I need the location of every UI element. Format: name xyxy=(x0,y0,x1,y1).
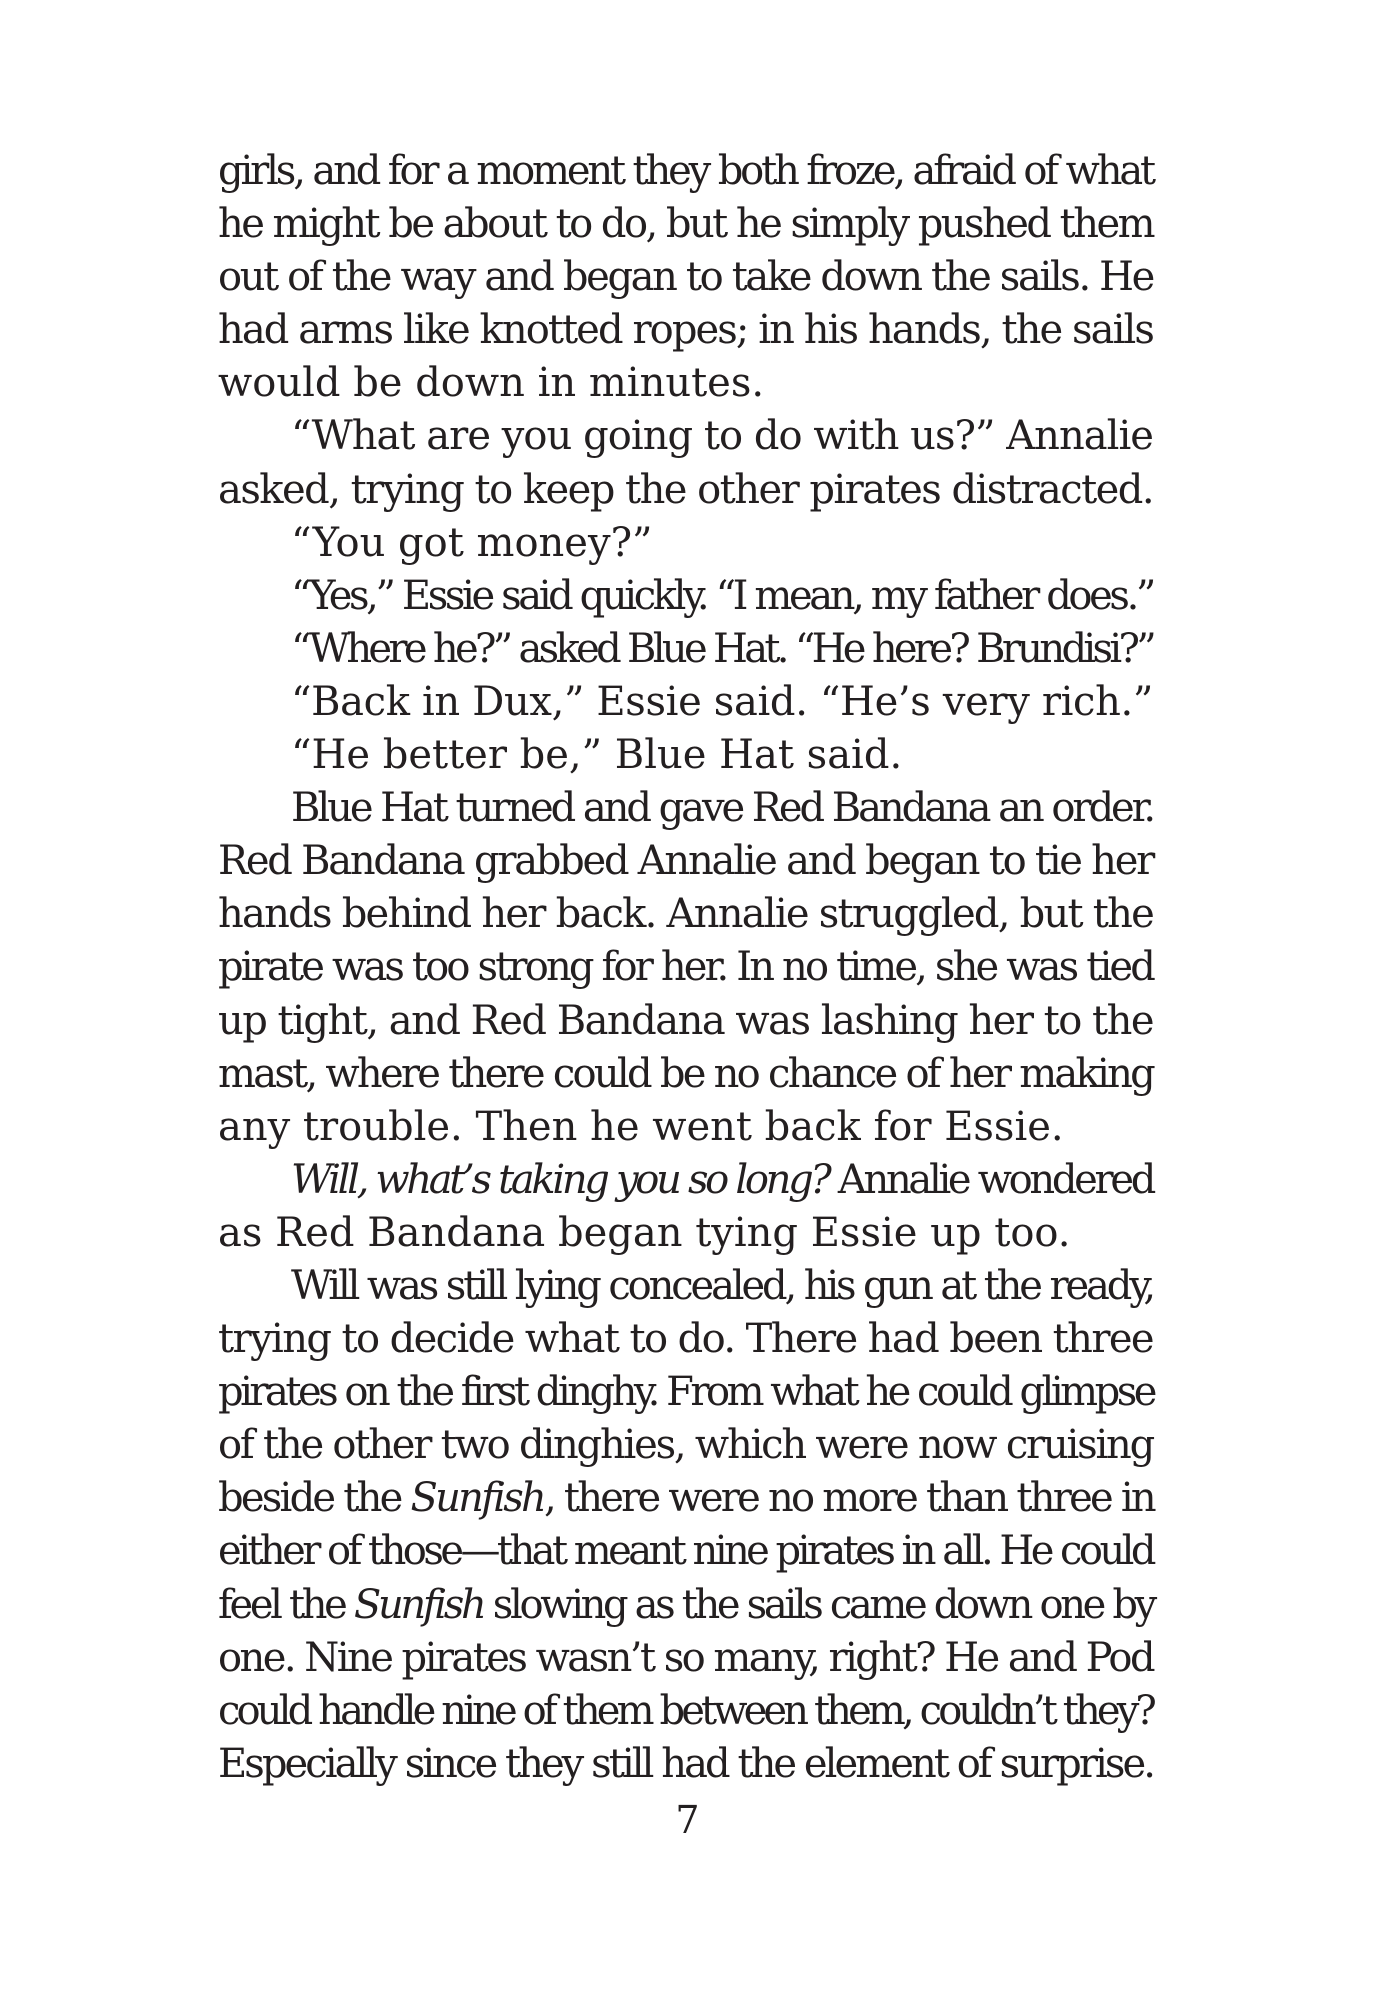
line-text: of the other two dinghies, which were now cruising xyxy=(218,1422,1154,1469)
line-text: “You got money?” xyxy=(291,519,653,566)
line-text: out of the way and began to take down the sails. He xyxy=(218,254,1153,301)
text-line xyxy=(218,782,1153,835)
text-line xyxy=(218,623,1153,676)
line-text: had arms like knotted ropes; in his hands, the sails xyxy=(218,307,1153,354)
text-line xyxy=(218,1419,1153,1472)
line-text: Blue Hat turned and gave Red Bandana an order. xyxy=(291,785,1154,832)
text-line xyxy=(218,198,1153,251)
text-line xyxy=(218,410,1153,463)
italic-text: Sunfish xyxy=(410,1475,544,1522)
body-text xyxy=(218,145,1153,1791)
text-line xyxy=(218,888,1153,941)
line-text: beside the xyxy=(218,1475,411,1522)
line-text: hands behind her back. Annalie struggled, but the xyxy=(218,891,1154,938)
text-line xyxy=(218,1101,1153,1154)
line-text: as Red Bandana began tying Essie up too. xyxy=(218,1209,1071,1256)
text-line xyxy=(218,941,1153,994)
line-text: Red Bandana grabbed Annalie and began to tie her xyxy=(218,838,1154,885)
line-text: would be down in minutes. xyxy=(218,360,765,407)
text-line xyxy=(218,1048,1153,1101)
line-text: asked, trying to keep the other pirates distracted. xyxy=(218,466,1154,513)
text-line xyxy=(218,1260,1153,1313)
italic-text: Sunfish xyxy=(353,1581,484,1628)
text-line xyxy=(218,1313,1153,1366)
text-line xyxy=(218,1207,1153,1260)
line-text: pirates on the first dinghy. From what he could glimpse xyxy=(218,1369,1154,1416)
line-text: “Where he?” asked Blue Hat. “He here? Brundisi?” xyxy=(291,625,1154,672)
line-text: Annalie wondered xyxy=(828,1156,1154,1203)
line-text: “Back in Dux,” Essie said. “He’s very rich.” xyxy=(291,678,1153,725)
line-text: slowing as the sails came down one by xyxy=(483,1581,1154,1628)
text-line xyxy=(218,357,1153,410)
text-line xyxy=(218,995,1153,1048)
line-text: one. Nine pirates wasn’t so many, right? He and Pod xyxy=(218,1634,1154,1681)
line-text: “Yes,” Essie said quickly. “I mean, my father does.” xyxy=(291,572,1153,619)
text-line xyxy=(218,570,1153,623)
text-line xyxy=(218,464,1153,517)
text-line xyxy=(218,1632,1153,1685)
line-text: Especially since they still had the element of surprise. xyxy=(218,1740,1154,1787)
text-line xyxy=(218,835,1153,888)
text-line xyxy=(218,1472,1153,1525)
text-line xyxy=(218,304,1153,357)
line-text: trying to decide what to do. There had been three xyxy=(218,1316,1153,1363)
line-text: , there were no more than three in xyxy=(544,1475,1154,1522)
line-text: pirate was too strong for her. In no time, she was tied xyxy=(218,944,1153,991)
text-line xyxy=(218,1738,1153,1791)
line-text: Will was still lying concealed, his gun at the ready, xyxy=(291,1262,1154,1309)
line-text: either of those—that meant nine pirates in all. He could xyxy=(218,1528,1153,1575)
line-text: up tight, and Red Bandana was lashing her to the xyxy=(218,997,1153,1044)
text-line xyxy=(218,729,1153,782)
line-text: mast, where there could be no chance of her making xyxy=(218,1050,1153,1097)
page-number: 7 xyxy=(675,1798,700,1842)
text-line xyxy=(218,1685,1153,1738)
line-text: any trouble. Then he went back for Essie. xyxy=(218,1103,1064,1150)
text-line xyxy=(218,145,1153,198)
line-text: girls, and for a moment they both froze, afraid of what xyxy=(218,148,1153,194)
text-line xyxy=(218,1525,1153,1578)
text-line xyxy=(218,1579,1153,1632)
italic-text: Will, what’s taking you so long? xyxy=(291,1156,829,1203)
line-text: “He better be,” Blue Hat said. xyxy=(291,732,903,779)
line-text: “What are you going to do with us?” Annalie xyxy=(291,413,1154,460)
text-line xyxy=(218,676,1153,729)
text-line xyxy=(218,517,1153,570)
line-text: he might be about to do, but he simply pushed them xyxy=(218,201,1153,248)
text-line xyxy=(218,1366,1153,1419)
line-text: could handle nine of them between them, couldn’t they? xyxy=(218,1687,1154,1734)
text-line xyxy=(218,251,1153,304)
text-line xyxy=(218,1154,1153,1207)
line-text: feel the xyxy=(218,1581,354,1628)
